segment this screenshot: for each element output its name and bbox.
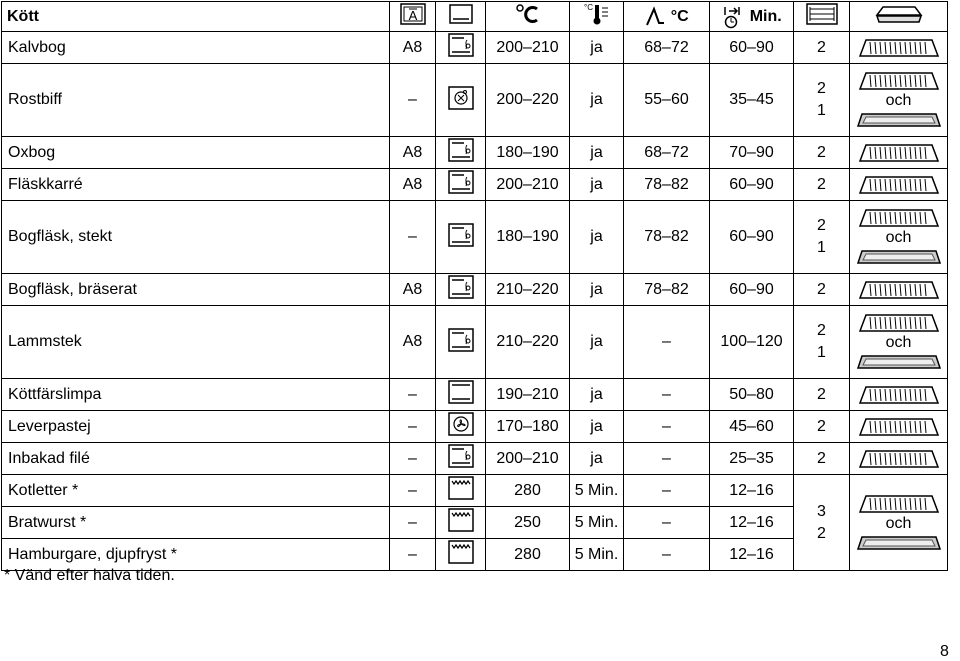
packaging-code: A8 (390, 137, 436, 169)
oven-temperature: 210–220 (486, 274, 570, 306)
cooking-table (1, 1, 948, 571)
core-temperature: 68–72 (624, 32, 710, 64)
shelf-number: 1 (817, 102, 826, 119)
top-bottom-heat-icon (436, 169, 486, 201)
och-label: och (885, 514, 912, 532)
shelf-number: 1 (817, 239, 826, 256)
dish-name: Bogfläsk, stekt (2, 201, 390, 274)
shelf-number: 2 (817, 524, 826, 542)
top-bottom-heat-icon (436, 137, 486, 169)
oven-temperature: 200–210 (486, 169, 570, 201)
table-row (2, 306, 948, 379)
dish-name: Fläskkarré (2, 169, 390, 201)
meat-probe: ja (570, 379, 624, 411)
shelf-number: 2 (817, 449, 826, 467)
shelf-position (794, 169, 850, 201)
meat-probe: ja (570, 137, 624, 169)
shelf-number: 2 (817, 280, 826, 298)
table-row (2, 137, 948, 169)
shelf-number: 2 (817, 80, 826, 97)
table-row (2, 64, 948, 137)
grill-icon (436, 539, 486, 571)
hot-air-icon (436, 64, 486, 137)
shelf-position (794, 137, 850, 169)
table-row (2, 169, 948, 201)
cooking-time: 12–16 (710, 507, 794, 539)
shelf-number: 2 (817, 385, 826, 403)
fan-icon (436, 411, 486, 443)
table-row (2, 201, 948, 274)
top-bottom-heat-icon (436, 443, 486, 475)
table-title: Kött (2, 2, 390, 32)
cooking-time: 12–16 (710, 539, 794, 571)
meat-probe: 5 Min. (570, 475, 624, 507)
shelf-position (794, 274, 850, 306)
wire-rack-icon (856, 142, 942, 164)
meat-probe: ja (570, 306, 624, 379)
core-temperature: 78–82 (624, 201, 710, 274)
accessory (850, 411, 948, 443)
core-temperature: 78–82 (624, 169, 710, 201)
oven-temperature: 280 (486, 539, 570, 571)
shelf-position-icon (794, 2, 850, 32)
wire-rack-icon (856, 70, 942, 92)
oven-temperature: 200–210 (486, 443, 570, 475)
baking-tray-icon (856, 533, 942, 553)
grill-icon (436, 475, 486, 507)
packaging-code: – (390, 475, 436, 507)
time-unit-label: Min. (749, 7, 782, 25)
shelf-position (794, 64, 850, 137)
shelf-number: 2 (817, 417, 826, 435)
oven-temperature: 180–190 (486, 201, 570, 274)
shelf-position (794, 411, 850, 443)
shelf-position (794, 443, 850, 475)
page-number: 8 (940, 643, 949, 660)
packaging-code: – (390, 539, 436, 571)
wire-rack-icon (856, 448, 942, 470)
dish-name: Kalvbog (2, 32, 390, 64)
cooking-time: 45–60 (710, 411, 794, 443)
core-temperature-icon (624, 2, 710, 32)
core-temperature: 68–72 (624, 137, 710, 169)
accessory (850, 379, 948, 411)
core-temperature: – (624, 379, 710, 411)
packaging-code: – (390, 379, 436, 411)
oven-temperature: 210–220 (486, 306, 570, 379)
core-temperature: – (624, 475, 710, 507)
meat-probe: ja (570, 201, 624, 274)
baking-tray-icon (856, 110, 942, 130)
dish-name: Köttfärslimpa (2, 379, 390, 411)
core-temperature: – (624, 411, 710, 443)
packaging-code: – (390, 507, 436, 539)
shelf-position (794, 201, 850, 274)
meat-probe: 5 Min. (570, 507, 624, 539)
top-bottom-heat-icon (436, 32, 486, 64)
packaging-code: – (390, 443, 436, 475)
cooking-time: 100–120 (710, 306, 794, 379)
meat-probe: ja (570, 411, 624, 443)
accessory (850, 443, 948, 475)
core-temperature: – (624, 507, 710, 539)
wire-rack-icon (856, 174, 942, 196)
accessory (850, 169, 948, 201)
cooking-time: 60–90 (710, 274, 794, 306)
meat-probe: 5 Min. (570, 539, 624, 571)
cooking-time: 50–80 (710, 379, 794, 411)
table-row (2, 475, 948, 507)
wire-rack-icon (856, 279, 942, 301)
oven-temperature: 200–220 (486, 64, 570, 137)
table-row (2, 379, 948, 411)
meat-probe: ja (570, 32, 624, 64)
top-bottom-heat-icon (436, 201, 486, 274)
oven-temperature: 200–210 (486, 32, 570, 64)
footnote: * Vänd efter halva tiden. (4, 567, 175, 584)
packaging-label-icon (390, 2, 436, 32)
header-row (2, 2, 948, 32)
dish-name: Leverpastej (2, 411, 390, 443)
accessory (850, 274, 948, 306)
och-label: och (885, 92, 912, 109)
grill-icon (436, 507, 486, 539)
meat-probe-temperature-icon (570, 2, 624, 32)
dish-name: Hamburgare, djupfryst * (2, 539, 390, 571)
packaging-code: – (390, 411, 436, 443)
packaging-code: – (390, 201, 436, 274)
shelf-number: 2 (817, 217, 826, 234)
wire-rack-icon (856, 312, 942, 334)
dish-name: Oxbog (2, 137, 390, 169)
table-row (2, 443, 948, 475)
shelf-number: 1 (817, 344, 826, 361)
cooking-time: 60–90 (710, 32, 794, 64)
cookware-icon (436, 2, 486, 32)
packaging-code: – (390, 64, 436, 137)
time-min-icon (710, 2, 794, 32)
top-bottom-heat-icon (436, 274, 486, 306)
accessory (850, 32, 948, 64)
packaging-code: A8 (390, 274, 436, 306)
shelf-position (794, 32, 850, 64)
packaging-code: A8 (390, 32, 436, 64)
dish-name: Bratwurst * (2, 507, 390, 539)
shelf-number: 2 (817, 322, 826, 339)
shelf-number: 3 (817, 502, 826, 520)
wire-rack-icon (856, 493, 942, 515)
meat-probe: ja (570, 64, 624, 137)
shelf-position (794, 379, 850, 411)
cooking-time: 12–16 (710, 475, 794, 507)
baking-tray-icon (856, 352, 942, 372)
table-row (2, 274, 948, 306)
baking-tray-icon (856, 247, 942, 267)
dish-name: Inbakad filé (2, 443, 390, 475)
cooking-time: 60–90 (710, 201, 794, 274)
wire-rack-icon (856, 384, 942, 406)
oven-temperature: 280 (486, 475, 570, 507)
oven-temperature: 190–210 (486, 379, 570, 411)
accessory (850, 306, 948, 379)
oven-temperature: 250 (486, 507, 570, 539)
core-temperature: – (624, 443, 710, 475)
shelf-position (794, 306, 850, 379)
oven-temperature: 170–180 (486, 411, 570, 443)
meat-probe: ja (570, 443, 624, 475)
table-row (2, 411, 948, 443)
oven-temperature: 180–190 (486, 137, 570, 169)
accessory (850, 475, 948, 571)
cooking-time: 35–45 (710, 64, 794, 137)
packaging-code: A8 (390, 306, 436, 379)
oven-temperature-icon (486, 2, 570, 32)
top-bottom-heat-icon (436, 306, 486, 379)
accessory (850, 64, 948, 137)
meat-probe: ja (570, 274, 624, 306)
core-temperature: 55–60 (624, 64, 710, 137)
och-label: och (885, 334, 912, 351)
accessory (850, 137, 948, 169)
temp-unit-label: °C (670, 7, 689, 25)
accessory (850, 201, 948, 274)
cooking-time: 25–35 (710, 443, 794, 475)
packaging-code: A8 (390, 169, 436, 201)
dish-name: Bogfläsk, bräserat (2, 274, 390, 306)
wire-rack-icon (856, 207, 942, 229)
top-bottom-plain-icon (436, 379, 486, 411)
shelf-position (794, 475, 850, 571)
shelf-number: 2 (817, 143, 826, 161)
cooking-time: 70–90 (710, 137, 794, 169)
svg-text:A: A (408, 8, 417, 23)
core-temperature: – (624, 539, 710, 571)
core-temperature: – (624, 306, 710, 379)
svg-text:°C: °C (583, 3, 593, 12)
shelf-number: 2 (817, 175, 826, 193)
dish-name: Rostbiff (2, 64, 390, 137)
wire-rack-icon (856, 37, 942, 59)
dish-name: Lammstek (2, 306, 390, 379)
wire-rack-icon (856, 416, 942, 438)
cooking-time: 60–90 (710, 169, 794, 201)
dish-name: Kotletter * (2, 475, 390, 507)
och-label: och (885, 229, 912, 246)
table-row (2, 32, 948, 64)
accessory-icon (850, 2, 948, 32)
core-temperature: 78–82 (624, 274, 710, 306)
meat-probe: ja (570, 169, 624, 201)
shelf-number: 2 (817, 38, 826, 56)
